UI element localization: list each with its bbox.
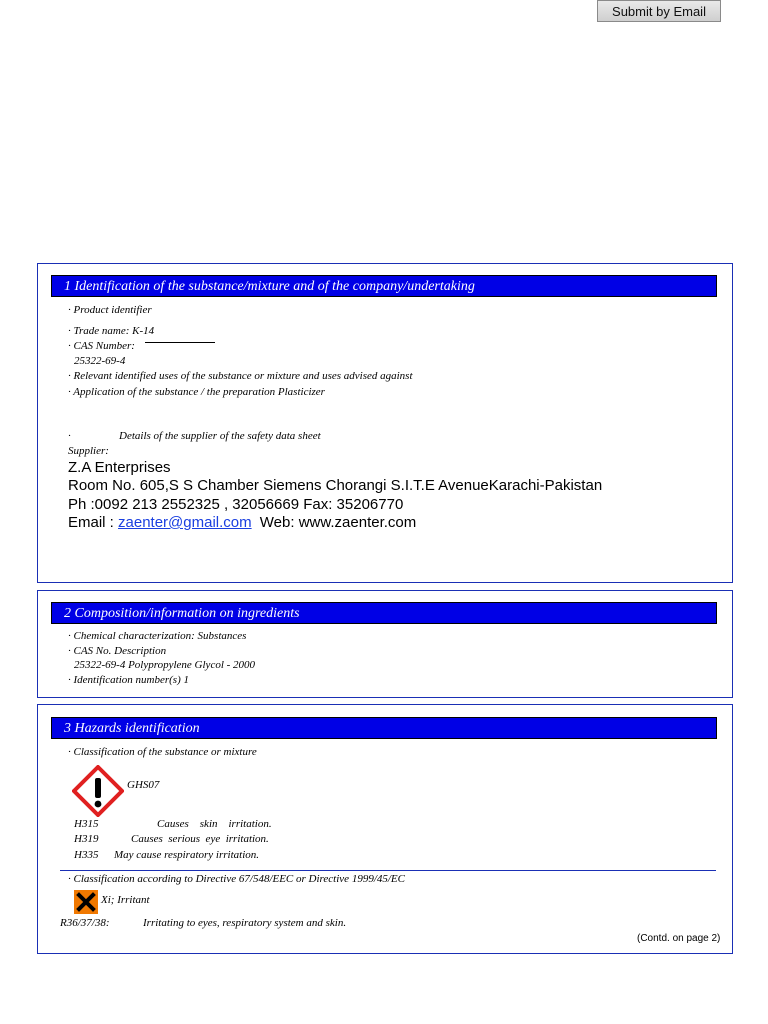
relevant-uses: · Relevant identified uses of the substance or mixture and uses advised against [68, 370, 413, 382]
r-text: Irritating to eyes, respiratory system and skin. [143, 917, 347, 929]
h315-text: Causes skin irritation. [157, 818, 272, 830]
web-address: Web: www.zaenter.com [259, 514, 417, 531]
h335-text: May cause respiratory irritation. [114, 849, 260, 861]
h319-code: H319 [74, 833, 99, 845]
company-contact [68, 514, 416, 531]
continued-note: (Contd. on page 2) [637, 933, 721, 944]
h315-code: H315 [74, 818, 99, 830]
chemical-characterization: · Chemical characterization: Substances [68, 630, 247, 642]
identification-numbers: · Identification number(s) 1 [68, 674, 189, 686]
company-address: Room No. 605,S S Chamber Siemens Chorangi S.I.T.E AvenueKarachi-Pakistan [68, 477, 603, 494]
ghs07-exclamation-icon [72, 765, 124, 817]
section-1-header: 1 Identification of the substance/mixture and of the company/undertaking [51, 275, 717, 297]
section-2-header: 2 Composition/information on ingredients [51, 602, 717, 624]
directive-classification: · Classification according to Directive 67/548/EEC or Directive 1999/45/EC [68, 873, 405, 885]
trade-name: · Trade name: K-14 [68, 325, 155, 337]
r-code: R36/37/38: [60, 917, 110, 929]
xi-irritant-icon [74, 890, 98, 914]
submit-by-email-button[interactable]: Submit by Email [597, 0, 721, 22]
ghs07-label: GHS07 [127, 779, 160, 791]
cas-row: 25322-69-4 Polypropylene Glycol - 2000 [74, 659, 256, 671]
product-identifier: · Product identifier [68, 304, 152, 316]
email-label: Email : [68, 514, 114, 531]
section-3-divider [60, 870, 716, 871]
h335-code: H335 [74, 849, 99, 861]
h319-text: Causes serious eye irritation. [131, 833, 269, 845]
cas-number-value: 25322-69-4 [74, 355, 126, 367]
details-bullet: · [68, 430, 71, 442]
application: · Application of the substance / the preparation Plasticizer [68, 386, 325, 398]
cas-description-header: · CAS No. Description [68, 645, 167, 657]
trade-name-underline [145, 342, 215, 343]
email-link[interactable]: zaenter@gmail.com [118, 514, 252, 531]
company-name: Z.A Enterprises [68, 459, 171, 476]
cas-number-label: · CAS Number: [68, 340, 135, 352]
supplier-label: Supplier: [68, 445, 109, 457]
section-3-frame [37, 704, 733, 954]
company-phone: Ph :0092 213 2552325 , 32056669 Fax: 35206770 [68, 496, 404, 513]
details-supplier: Details of the supplier of the safety data sheet [119, 430, 321, 442]
classification-heading: · Classification of the substance or mixture [68, 746, 257, 758]
section-3-header: 3 Hazards identification [51, 717, 717, 739]
xi-label: Xi; Irritant [101, 894, 150, 906]
